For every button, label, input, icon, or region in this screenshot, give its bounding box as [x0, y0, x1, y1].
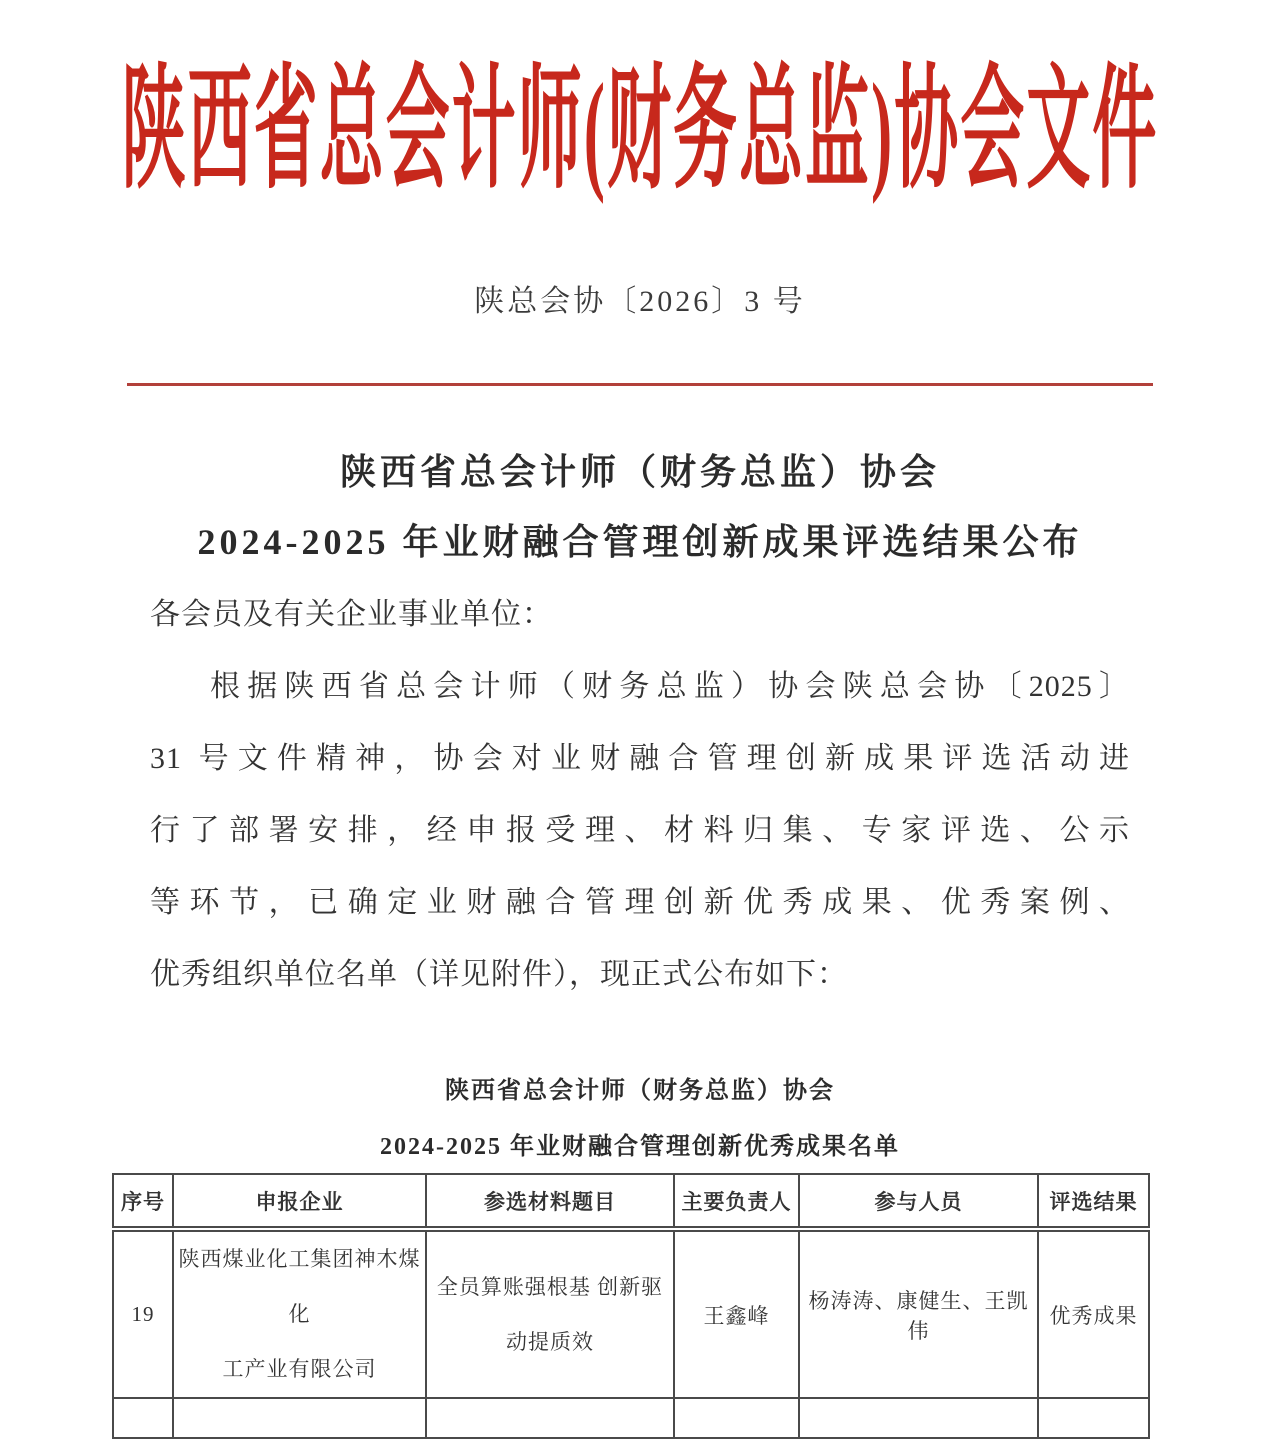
results-title-line2: 2024-2025 年业财融合管理创新优秀成果名单 [380, 1134, 900, 1160]
cell-empty [799, 1398, 1038, 1438]
notice-title-line1: 陕西省总会计师（财务总监）协会 [339, 452, 940, 492]
body-line: 行了部署安排，经申报受理、材料归集、专家评选、公示 [150, 814, 1130, 847]
cell-serial-number: 19 [113, 1229, 173, 1398]
body-line: 优秀组织单位名单（详见附件），现正式公布如下： [150, 958, 848, 991]
banner-title: 陕西省总会计师(财务总监)协会文件 [121, 55, 1159, 205]
cell-leader: 王鑫峰 [674, 1229, 799, 1398]
column-header-serial: 序号 [113, 1174, 173, 1229]
material-title-line1: 全员算账强根基 创新驱 [436, 1274, 664, 1299]
red-banner [0, 55, 1280, 205]
column-header-participants: 参与人员 [799, 1174, 1038, 1229]
cell-result: 优秀成果 [1038, 1229, 1149, 1398]
body-line: 31 号文件精神，协会对业财融合管理创新成果评选活动进 [150, 742, 1130, 775]
column-header-result: 评选结果 [1038, 1174, 1149, 1229]
company-name-line2: 工产业有限公司 [222, 1357, 377, 1381]
table-row-partial [113, 1398, 1149, 1438]
cell-company [173, 1229, 426, 1398]
results-table [112, 1173, 1150, 1439]
cell-empty [113, 1398, 173, 1438]
results-title-line1: 陕西省总会计师（财务总监）协会 [445, 1078, 835, 1104]
cell-participants: 杨涛涛、康健生、王凯伟 [799, 1229, 1038, 1398]
column-header-material: 参选材料题目 [426, 1174, 674, 1229]
cell-empty [1038, 1398, 1149, 1438]
body-line: 根据陕西省总会计师（财务总监）协会陕总会协〔2025〕 [210, 670, 1130, 703]
table-header-row [113, 1174, 1149, 1229]
notice-title-line2: 2024-2025 年业财融合管理创新成果评选结果公布 [197, 522, 1083, 562]
column-header-leader: 主要负责人 [674, 1174, 799, 1229]
notice-body [150, 579, 1130, 1011]
cell-material-title [426, 1229, 674, 1398]
red-divider [127, 383, 1153, 386]
salutation-line: 各会员及有关企业事业单位： [150, 598, 553, 631]
column-header-company: 申报企业 [173, 1174, 426, 1229]
company-name-line1: 陕西煤业化工集团神木煤化 [178, 1247, 421, 1326]
material-title-line2: 动提质效 [506, 1329, 594, 1354]
cell-empty [426, 1398, 674, 1438]
document-number: 陕总会协〔2026〕3 号 [474, 285, 806, 318]
cell-empty [173, 1398, 426, 1438]
cell-empty [674, 1398, 799, 1438]
table-row [113, 1229, 1149, 1398]
body-line: 等环节，已确定业财融合管理创新优秀成果、优秀案例、 [150, 886, 1130, 919]
